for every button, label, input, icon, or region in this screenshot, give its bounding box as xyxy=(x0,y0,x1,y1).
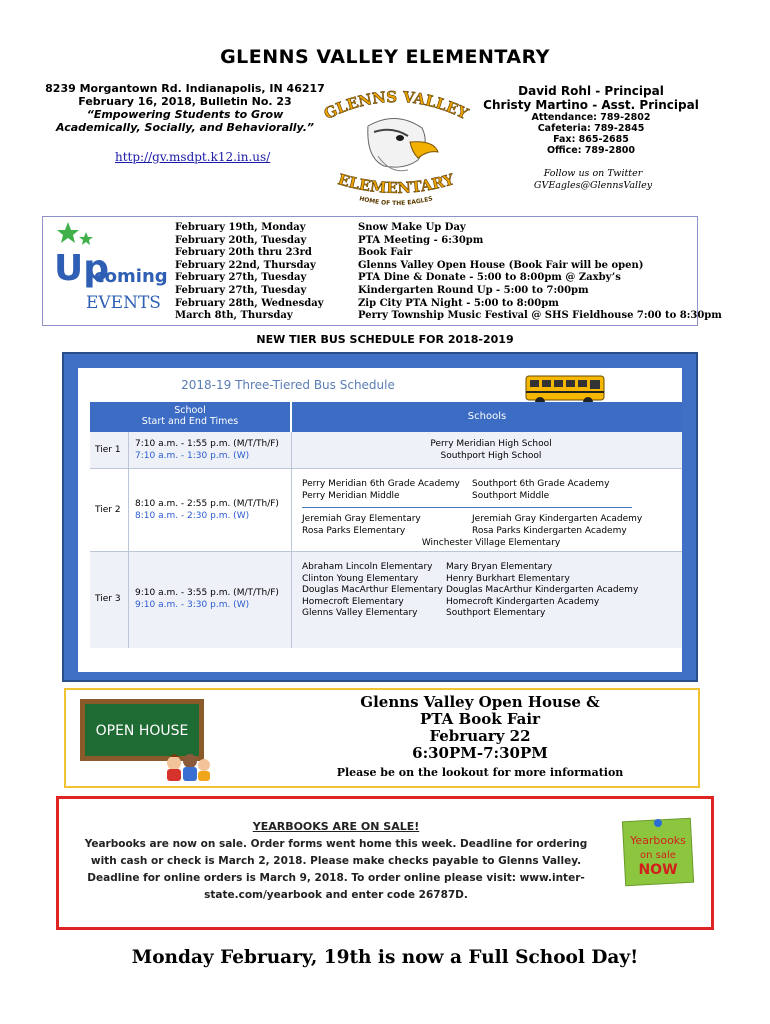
event-name: Perry Township Music Festival @ SHS Fieldhouse 7:00 to 8:30pm xyxy=(358,310,722,322)
follow-label: Follow us on Twitter xyxy=(543,168,643,179)
logo-small-text: HOME OF THE EAGLES xyxy=(358,195,434,208)
event-date: February 27th, Tuesday xyxy=(175,272,307,284)
col-header-school: School Start and End Times xyxy=(90,402,290,432)
event-name: Zip City PTA Night - 5:00 to 8:00pm xyxy=(358,297,559,309)
fax-number: Fax: 865-2685 xyxy=(553,134,629,145)
svg-text:ELEMENTARY xyxy=(336,170,456,197)
open-house-line: PTA Book Fair xyxy=(420,710,540,728)
open-house-line: Glenns Valley Open House & xyxy=(360,693,600,711)
motto-line-1: “Empowering Students to Grow xyxy=(86,108,284,121)
tier-times: 7:10 a.m. - 1:55 p.m. (M/T/Th/F) 7:10 a.m. - 1:30 p.m. (W) xyxy=(135,439,279,461)
col-header-schools: Schools xyxy=(292,402,682,432)
star-icon xyxy=(79,232,93,245)
logo-top-text: GLENNS VALLEY xyxy=(321,87,471,124)
tier-schools-right: Jeremiah Gray Kindergarten Academy Rosa Parks Kindergarten Academy xyxy=(472,514,643,536)
tier-schools-left: Perry Meridian 6th Grade Academy Perry Meridian Middle xyxy=(302,479,460,501)
event-name: Glenns Valley Open House (Book Fair will be open) xyxy=(358,259,644,271)
svg-text:GLENNS VALLEY xyxy=(321,88,471,123)
tier-schools-center: Winchester Village Elementary xyxy=(421,538,561,548)
event-date: March 8th, Thursday xyxy=(175,310,293,322)
sticky-text: NOW xyxy=(638,862,678,878)
star-icon xyxy=(57,222,79,243)
address-line: 8239 Morgantown Rd. Indianapolis, IN 46217 xyxy=(45,82,325,95)
logo-bottom-text: ELEMENTARY xyxy=(335,170,457,198)
twitter-follow-block xyxy=(518,168,668,192)
yearbook-sticky-note xyxy=(620,814,698,888)
open-house-time: 6:30PM-7:30PM xyxy=(412,744,548,762)
page-title: GLENNS VALLEY ELEMENTARY xyxy=(220,46,550,68)
tier-label: Tier 3 xyxy=(95,594,121,604)
event-name: PTA Dine & Donate - 5:00 to 8:00pm @ Zaxby’s xyxy=(358,272,621,284)
school-address-block xyxy=(40,82,330,134)
full-school-day-notice: Monday February, 19th is now a Full School Day! xyxy=(131,947,639,968)
tier-schools-left: Jeremiah Gray Elementary Rosa Parks Elementary xyxy=(302,514,421,536)
col-divider xyxy=(128,432,129,648)
eagle-head-icon xyxy=(368,118,438,170)
pushpin-icon xyxy=(654,819,662,827)
sticky-text: on sale xyxy=(640,850,676,861)
event-name: Book Fair xyxy=(358,247,413,259)
event-names-column xyxy=(358,222,722,323)
event-name: Snow Make Up Day xyxy=(358,222,466,233)
twitter-handle: GVEagles@GlennsValley xyxy=(533,180,653,191)
event-date: February 28th, Wednesday xyxy=(175,297,324,309)
yearbook-body: Yearbooks are now on sale. Order forms went home this week. Deadline for ordering with cash or check is March 2, 2018. Please make checks payable to Glenns Valley. Deadline for online orders is March 9, 2018. To order online please visit: www.inter- state.com/yearbook and enter code 26787D. xyxy=(84,838,588,901)
chalkboard-text: OPEN HOUSE xyxy=(95,723,189,739)
event-name: Kindergarten Round Up - 5:00 to 7:00pm xyxy=(358,284,589,296)
school-website-link[interactable]: http://gv.msdpt.k12.in.us/ xyxy=(115,150,271,164)
event-date: February 20th thru 23rd xyxy=(175,247,312,259)
event-date: February 27th, Tuesday xyxy=(175,284,307,296)
tier-schools-right: Mary Bryan Elementary Henry Burkhart Elementary Douglas MacArthur Kindergarten Academy Homecroft Kindergarten Academy Southport Elementary xyxy=(446,562,639,618)
tier-schools-left: Abraham Lincoln Elementary Clinton Young Elementary Douglas MacArthur Elementary Homecroft Elementary Glenns Valley Elementary xyxy=(302,562,443,618)
bulletin-line: February 16, 2018, Bulletin No. 23 xyxy=(78,95,292,108)
tier-label: Tier 1 xyxy=(95,445,121,455)
bus-schedule-title: 2018-19 Three-Tiered Bus Schedule xyxy=(181,378,395,392)
col-divider xyxy=(291,432,292,648)
upcoming-events-logo xyxy=(46,218,170,320)
group-divider xyxy=(302,507,632,508)
logo-coming-text: coming xyxy=(94,266,168,287)
tier-label: Tier 2 xyxy=(95,505,121,515)
cafeteria-phone: Cafeteria: 789-2845 xyxy=(537,123,645,134)
eagle-logo xyxy=(318,86,474,214)
event-name: PTA Meeting - 6:30pm xyxy=(358,234,484,246)
sticky-text: Yearbooks xyxy=(630,834,686,847)
tier-times: 9:10 a.m. - 3:55 p.m. (M/T/Th/F) 9:10 a.m. - 3:30 p.m. (W) xyxy=(135,588,279,610)
staff-contact-block xyxy=(478,84,704,156)
chalkboard-icon xyxy=(78,697,214,783)
tier-times: 8:10 a.m. - 2:55 p.m. (M/T/Th/F) 8:10 a.m. - 2:30 p.m. (W) xyxy=(135,499,279,521)
tier-schools: Perry Meridian High School Southport High School xyxy=(430,439,552,461)
principal-name: David Rohl - Principal xyxy=(518,84,664,98)
motto-line-2: Academically, Socially, and Behaviorally.” xyxy=(56,121,314,134)
logo-events-text: EVENTS xyxy=(86,293,161,313)
event-date: February 20th, Tuesday xyxy=(175,234,307,246)
event-dates-column xyxy=(175,222,324,323)
open-house-note: Please be on the lookout for more information xyxy=(336,766,624,779)
open-house-date: February 22 xyxy=(429,727,531,745)
open-house-text xyxy=(300,694,660,762)
logo-up-text: Up xyxy=(54,248,110,289)
tier-schools-right: Southport 6th Grade Academy Southport Middle xyxy=(472,479,610,501)
event-date: February 19th, Monday xyxy=(175,222,306,233)
yearbook-title: YEARBOOKS ARE ON SALE! xyxy=(252,820,420,833)
office-phone: Office: 789-2800 xyxy=(546,145,636,156)
event-date: February 22nd, Thursday xyxy=(175,259,316,271)
attendance-phone: Attendance: 789-2802 xyxy=(531,112,651,123)
bus-schedule-heading: NEW TIER BUS SCHEDULE FOR 2018-2019 xyxy=(256,333,514,346)
asst-principal-name: Christy Martino - Asst. Principal xyxy=(483,98,699,112)
